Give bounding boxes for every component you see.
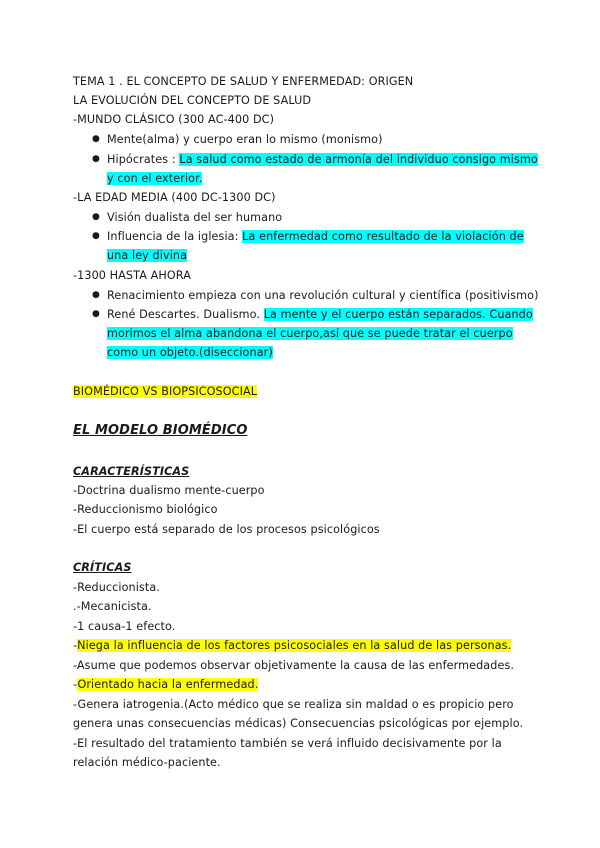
- descartes-label: René Descartes. Dualismo.: [107, 308, 264, 321]
- mundo-clasico-item-2: [107, 150, 538, 169]
- mundo-clasico-heading: -MUNDO CLÁSICO (300 AC-400 DC): [73, 113, 275, 126]
- mundo-clasico-item-2-cont: [107, 169, 202, 188]
- highlight-cyan: como un objeto.(diseccionar): [107, 346, 273, 359]
- critica-item: [73, 636, 511, 655]
- highlight-cyan: y con el exterior.: [107, 172, 203, 185]
- edad-media-item-2-cont: [107, 246, 187, 265]
- critica-item: -1 causa-1 efecto.: [73, 620, 176, 633]
- bullet-icon: ●: [92, 309, 100, 319]
- edad-media-item-2: [107, 227, 524, 246]
- highlight-cyan: morimos el alma abandona el cuerpo,así que se puede tratar el cuerpo: [107, 327, 513, 340]
- critica-item-cont: relación médico-paciente.: [73, 756, 221, 769]
- modelo-biomedico-heading: EL MODELO BIOMÉDICO: [73, 423, 248, 438]
- critica-item: [73, 675, 258, 694]
- bullet-icon: ●: [92, 290, 100, 300]
- hasta-ahora-item-2: [107, 305, 533, 324]
- caracteristica-item: -El cuerpo está separado de los procesos psicológicos: [73, 523, 380, 536]
- highlight-cyan: La salud como estado de armonía del individuo consigo mismo: [179, 153, 538, 166]
- critica-item: -Reduccionista.: [73, 581, 160, 594]
- highlight-cyan: La enfermedad como resultado de la violación de: [242, 230, 524, 243]
- iglesia-label: Influencia de la iglesia:: [107, 230, 243, 243]
- highlight-cyan: una ley divina: [107, 249, 188, 262]
- hasta-ahora-item-1: Renacimiento empieza con una revolución cultural y científica (positivismo): [107, 289, 539, 302]
- bullet-icon: ●: [92, 134, 100, 144]
- highlight-yellow: Orientado hacia la enfermedad.: [77, 678, 259, 691]
- dash: -: [73, 678, 78, 691]
- highlight-cyan: La mente y el cuerpo están separados. Cuando: [263, 308, 533, 321]
- caracteristica-item: -Reduccionismo biológico: [73, 503, 218, 516]
- highlight-yellow: BIOMÉDICO VS BIOPSICOSOCIAL: [73, 385, 258, 398]
- critica-item: -Genera iatrogenia.(Acto médico que se realiza sin maldad o es propicio pero: [73, 698, 514, 711]
- versus-heading: [73, 382, 257, 401]
- hasta-ahora-item-2-cont: [107, 324, 513, 343]
- highlight-yellow: Niega la influencia de los factores psicosociales en la salud de las personas.: [77, 639, 512, 652]
- bullet-icon: ●: [92, 231, 100, 241]
- critica-item: -Asume que podemos observar objetivamente la causa de las enfermedades.: [73, 659, 515, 672]
- mundo-clasico-item-1: Mente(alma) y cuerpo eran lo mismo (monismo): [107, 133, 383, 146]
- document-title: TEMA 1 . EL CONCEPTO DE SALUD Y ENFERMEDAD: ORIGEN: [73, 75, 414, 88]
- bullet-icon: ●: [92, 154, 100, 164]
- critica-item: .-Mecanicista.: [73, 600, 152, 613]
- bullet-icon: ●: [92, 212, 100, 222]
- caracteristicas-heading: CARACTERÍSTICAS: [73, 465, 190, 478]
- critica-item-cont: genera unas consecuencias médicas) Consecuencias psicológicas por ejemplo.: [73, 717, 524, 730]
- hipocrates-label: Hipócrates :: [107, 153, 180, 166]
- edad-media-heading: -LA EDAD MEDIA (400 DC-1300 DC): [73, 191, 276, 204]
- dash: -: [73, 639, 78, 652]
- critica-item: -El resultado del tratamiento también se verá influido decisivamente por la: [73, 737, 502, 750]
- criticas-heading: CRÍTICAS: [73, 561, 132, 574]
- section-subtitle: LA EVOLUCIÓN DEL CONCEPTO DE SALUD: [73, 94, 312, 107]
- hasta-ahora-heading: -1300 HASTA AHORA: [73, 269, 191, 282]
- edad-media-item-1: Visión dualista del ser humano: [107, 211, 283, 224]
- caracteristica-item: -Doctrina dualismo mente-cuerpo: [73, 484, 265, 497]
- hasta-ahora-item-2-cont2: [107, 343, 273, 362]
